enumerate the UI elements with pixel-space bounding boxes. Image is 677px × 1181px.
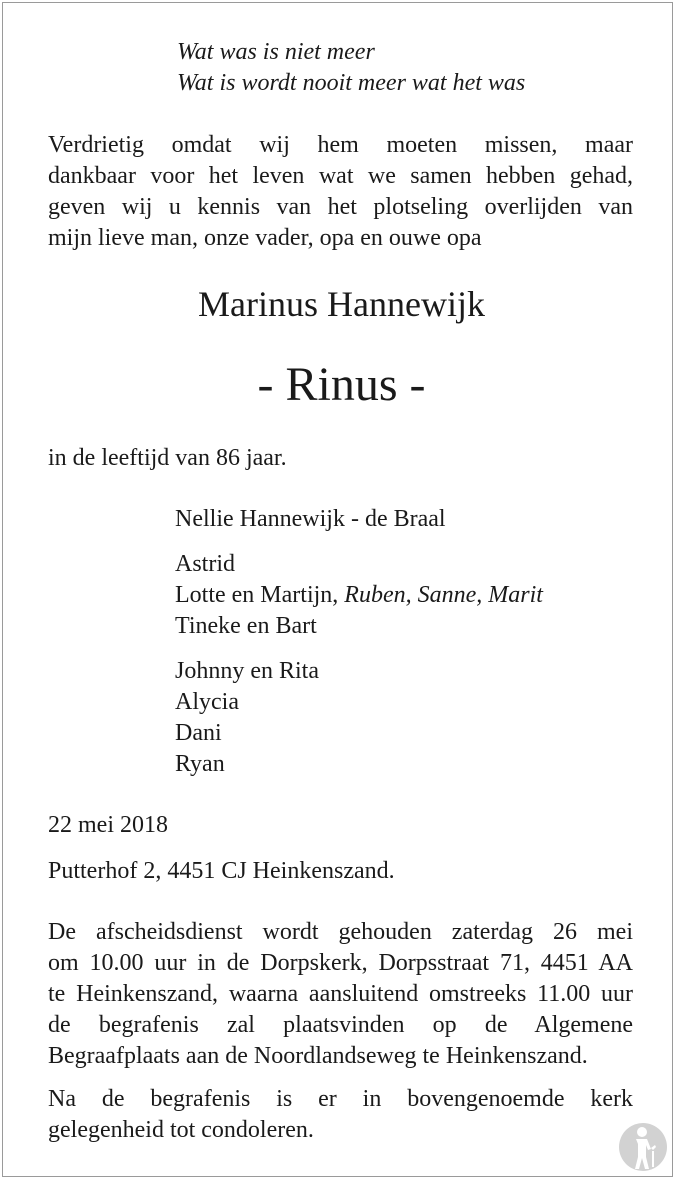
service-line: De afscheidsdienst wordt gehouden zaterdag 26 mei [48,919,633,945]
family-member-name: Lotte en Martijn, [175,582,345,608]
motto-line-1: Wat was is niet meer [177,39,375,65]
family-member: Tineke en Bart [175,613,317,639]
family-member: Johnny en Rita [175,658,319,684]
memorial-figure-icon [618,1121,668,1173]
intro-line: mijn lieve man, onze vader, opa en ouwe opa [48,225,482,251]
obituary-card [2,2,673,1177]
deceased-nickname: - Rinus - [257,358,426,411]
service-line: de begrafenis zal plaatsvinden op de Algemene [48,1012,633,1038]
condolence-line: gelegenheid tot condoleren. [48,1117,314,1143]
intro-paragraph [48,130,633,254]
service-paragraph [48,917,633,1072]
family-member: Astrid [175,551,235,577]
condolence-line: Na de begrafenis is er in bovengenoemde kerk [48,1086,633,1112]
intro-line: geven wij u kennis van het plotseling overlijden van [48,194,633,220]
family-member: Dani [175,720,222,746]
spouse-name: Nellie Hannewijk - de Braal [175,506,446,532]
family-member [175,580,543,611]
service-line: om 10.00 uur in de Dorpskerk, Dorpsstraat 71, 4451 AA [48,950,633,976]
intro-line: Verdrietig omdat wij hem moeten missen, maar [48,132,633,158]
intro-line: dankbaar voor het leven wat we samen hebben gehad, [48,163,633,189]
condolence-paragraph [48,1084,633,1146]
motto-line-2: Wat is wordt nooit meer wat het was [177,70,526,96]
age-line: in de leeftijd van 86 jaar. [48,445,287,471]
service-line: te Heinkenszand, waarna aansluitend omstreeks 11.00 uur [48,981,633,1007]
family-member: Alycia [175,689,239,715]
address-line: Putterhof 2, 4451 CJ Heinkenszand. [48,858,395,884]
grandchildren-names: Ruben, Sanne, Marit [344,582,543,608]
family-member: Ryan [175,751,225,777]
deceased-full-name: Marinus Hannewijk [198,284,485,324]
service-line: Begraafplaats aan de Noordlandseweg te Heinkenszand. [48,1043,588,1069]
date-line: 22 mei 2018 [48,812,168,838]
